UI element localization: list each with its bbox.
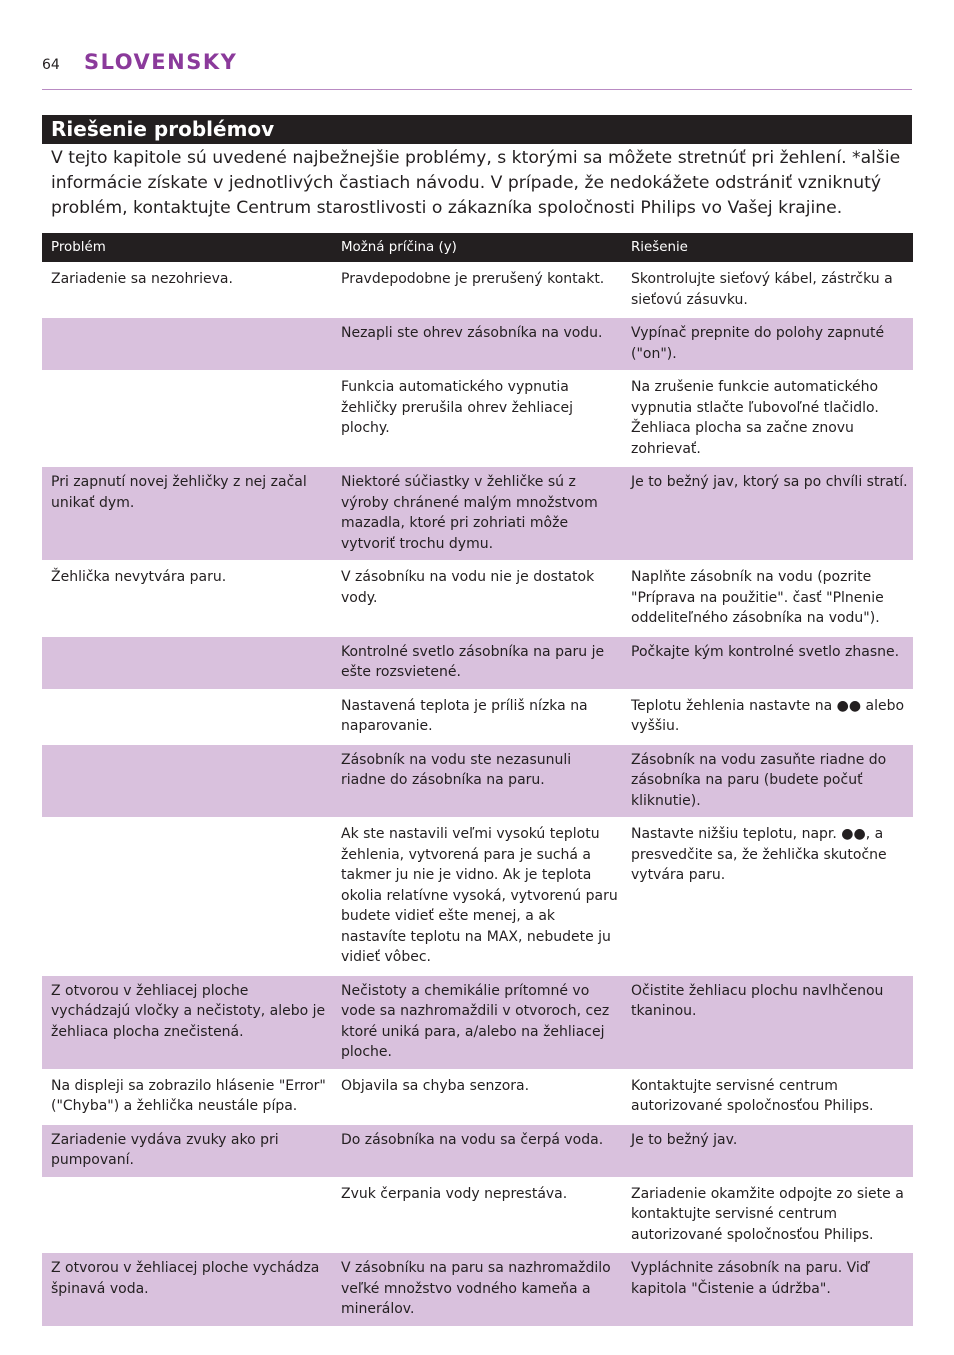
cause-cell: Objavila sa chyba senzora. (332, 1070, 622, 1124)
page-number: 64 (42, 57, 60, 73)
problem-cell (42, 317, 332, 371)
table-row (42, 1178, 913, 1253)
cause-cell: Pravdepodobne je prerušený kontakt. (332, 263, 622, 317)
cause-cell: Funkcia automatického vypnutia žehličky prerušila ohrev žehliacej plochy. (332, 371, 622, 466)
solution-cell: Teplotu žehlenia nastavte na ●● alebo vyššiu. (622, 690, 913, 744)
solution-cell: Skontrolujte sieťový kábel, zástrčku a sieťovú zásuvku. (622, 263, 913, 317)
solution-cell: Je to bežný jav. (622, 1124, 913, 1178)
solution-cell: Nastavte nižšiu teplotu, napr. ●●, a presvedčite sa, že žehlička skutočne vytvára paru. (622, 818, 913, 975)
cause-cell: Nečistoty a chemikálie prítomné vo vode sa nazhromaždili v otvoroch, cez ktoré uniká para, a/alebo na žehliacej ploche. (332, 975, 622, 1070)
cause-cell: Do zásobníka na vodu sa čerpá voda. (332, 1124, 622, 1178)
table-row (42, 1070, 913, 1124)
problem-cell (42, 818, 332, 975)
solution-cell: Vypínač prepnite do polohy zapnuté ("on"). (622, 317, 913, 371)
problem-cell: Zariadenie vydáva zvuky ako pri pumpovaní. (42, 1124, 332, 1178)
intro-paragraph: V tejto kapitole sú uvedené najbežnejšie problémy, s ktorými sa môžete stretnúť pri žehlení. *alšie informácie získate v jednotlivých častiach návodu. V prípade, že nedokážete odstrániť vzniknutý problém, kontaktujte Centrum starostlivosti o zákazníka spoločnosti Philips vo Vašej krajine. (51, 148, 901, 218)
table-row (42, 818, 913, 975)
table-row (42, 744, 913, 819)
problem-cell (42, 1178, 332, 1253)
problem-cell: Zariadenie sa nezohrieva. (42, 263, 332, 317)
cause-cell: Nezapli ste ohrev zásobníka na vodu. (332, 317, 622, 371)
solution-cell: Na zrušenie funkcie automatického vypnutia stlačte ľubovoľné tlačidlo. Žehliaca plocha sa začne znovu zohrievať. (622, 371, 913, 466)
solution-cell: Očistite žehliacu plochu navlhčenou tkaninou. (622, 975, 913, 1070)
cause-cell: V zásobníku na paru sa nazhromaždilo veľké množstvo vodného kameňa a minerálov. (332, 1252, 622, 1326)
table-header-row (42, 233, 913, 263)
cause-cell: Nastavená teplota je príliš nízka na naparovanie. (332, 690, 622, 744)
solution-cell: Je to bežný jav, ktorý sa po chvíli stratí. (622, 466, 913, 561)
table-row (42, 466, 913, 561)
problem-cell (42, 371, 332, 466)
section-title: Riešenie problémov (42, 115, 912, 144)
troubleshooting-table (42, 233, 913, 1326)
table-row (42, 263, 913, 317)
cause-cell: Kontrolné svetlo zásobníka na paru je ešte rozsvietené. (332, 636, 622, 690)
table-row (42, 371, 913, 466)
cause-cell: Zásobník na vodu ste nezasunuli riadne do zásobníka na paru. (332, 744, 622, 819)
column-header-cause: Možná príčina (y) (332, 233, 622, 263)
cause-cell: Ak ste nastavili veľmi vysokú teplotu žehlenia, vytvorená para je suchá a takmer ju nie je vidno. Ak je teplota okolia relatívne vysoká, vytvorenú paru budete vidieť ešte menej, a ak nastavíte teplotu na MAX, nebudete ju vidieť vôbec. (332, 818, 622, 975)
problem-cell: Žehlička nevytvára paru. (42, 561, 332, 636)
solution-cell: Vypláchnite zásobník na paru. Viď kapitola "Čistenie a údržba". (622, 1252, 913, 1326)
header-divider (42, 89, 912, 90)
table-row (42, 636, 913, 690)
problem-cell (42, 744, 332, 819)
problem-cell (42, 636, 332, 690)
table-row (42, 690, 913, 744)
problem-cell: Pri zapnutí novej žehličky z nej začal unikať dym. (42, 466, 332, 561)
problem-cell: Na displeji sa zobrazilo hlásenie "Error" ("Chyba") a žehlička neustále pípa. (42, 1070, 332, 1124)
solution-cell: Počkajte kým kontrolné svetlo zhasne. (622, 636, 913, 690)
solution-cell: Kontaktujte servisné centrum autorizované spoločnosťou Philips. (622, 1070, 913, 1124)
table-row (42, 317, 913, 371)
column-header-problem: Problém (42, 233, 332, 263)
table-row (42, 975, 913, 1070)
table-row (42, 1124, 913, 1178)
problem-cell: Z otvorou v žehliacej ploche vychádza špinavá voda. (42, 1252, 332, 1326)
column-header-solution: Riešenie (622, 233, 913, 263)
problem-cell: Z otvorou v žehliacej ploche vychádzajú vločky a nečistoty, alebo je žehliaca plocha znečistená. (42, 975, 332, 1070)
solution-cell: Zásobník na vodu zasuňte riadne do zásobníka na paru (budete počuť kliknutie). (622, 744, 913, 819)
solution-cell: Zariadenie okamžite odpojte zo siete a kontaktujte servisné centrum autorizované spoločnosťou Philips. (622, 1178, 913, 1253)
table-row (42, 1252, 913, 1326)
language-heading: SLOVENSKY (84, 50, 238, 74)
solution-cell: Naplňte zásobník na vodu (pozrite "Príprava na použitie". časť "Plnenie oddeliteľného zásobníka na vodu"). (622, 561, 913, 636)
cause-cell: Zvuk čerpania vody neprestáva. (332, 1178, 622, 1253)
cause-cell: V zásobníku na vodu nie je dostatok vody. (332, 561, 622, 636)
problem-cell (42, 690, 332, 744)
cause-cell: Niektoré súčiastky v žehličke sú z výroby chránené malým množstvom mazadla, ktoré pri zohriati môže vytvoriť trochu dymu. (332, 466, 622, 561)
table-row (42, 561, 913, 636)
